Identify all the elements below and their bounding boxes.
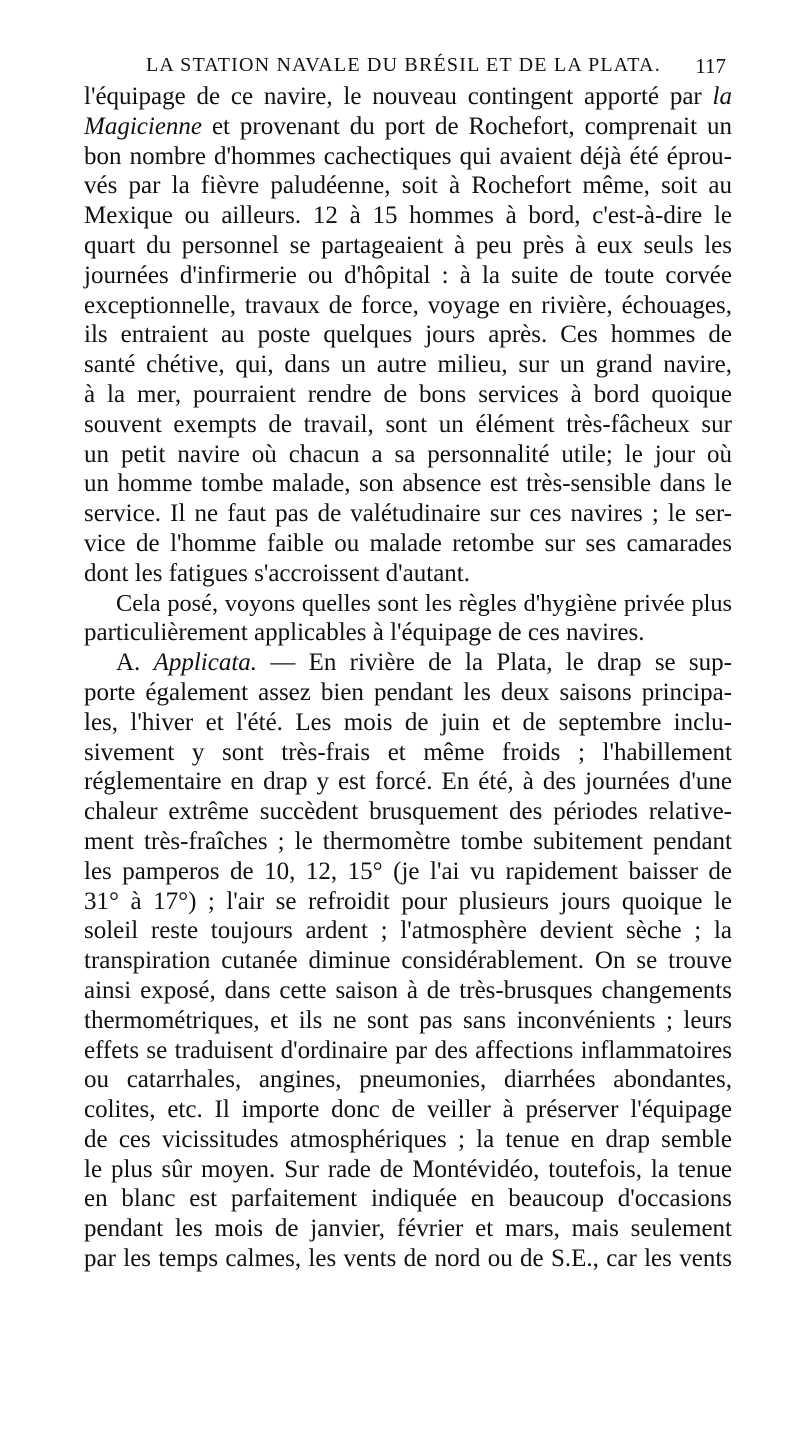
text-line (84, 767, 732, 797)
text-segment: un petit navire où chacun a sa personnalité utile; le jour où (84, 440, 732, 468)
text-line (84, 916, 732, 946)
text-segment: les pamperos de 10, 12, 15° (je l'ai vu rapidement baisser de (84, 857, 732, 885)
text-segment: vés par la fièvre paludéenne, soit à Rochefort même, soit au (84, 172, 732, 200)
text-segment: bon nombre d'hommes cachectiques qui avaient déjà été éprou- (84, 142, 732, 170)
text-segment: de ces vicissitudes atmosphériques ; la tenue en drap semble (84, 1125, 732, 1153)
text-line (84, 320, 732, 350)
text-line (84, 231, 732, 261)
text-segment: soleil reste toujours ardent ; l'atmosphère devient sèche ; la (84, 917, 732, 945)
text-line (84, 946, 732, 976)
text-segment: le plus sûr moyen. Sur rade de Montévidéo, toutefois, la tenue (84, 1155, 732, 1183)
text-segment: journées d'infirmerie ou d'hôpital : à la suite de toute corvée (84, 261, 732, 289)
text-line (84, 708, 732, 738)
text-segment: en blanc est parfaitement indiquée en beaucoup d'occasions (84, 1185, 732, 1213)
text-line (84, 857, 732, 887)
text-line (84, 350, 732, 380)
text-segment: 31° à 17°) ; l'air se refroidit pour plusieurs jours quoique le (84, 887, 732, 915)
text-line (84, 82, 732, 112)
text-segment: service. Il ne faut pas de valétudinaire sur ces navires ; le ser- (84, 500, 732, 528)
text-line (84, 976, 732, 1006)
text-line (84, 648, 732, 678)
text-segment: Mexique ou ailleurs. 12 à 15 hommes à bord, c'est-à-dire le (84, 202, 732, 230)
text-line (84, 469, 732, 499)
text-line (84, 1244, 732, 1274)
text-line (84, 440, 732, 470)
text-line (84, 171, 732, 201)
text-line (84, 1214, 732, 1244)
text-line (84, 678, 732, 708)
text-segment: ainsi exposé, dans cette saison à de très-brusques changements (84, 976, 732, 1004)
text-segment: porte également assez bien pendant les deux saisons principa- (84, 678, 732, 706)
page-number: 117 (695, 54, 726, 78)
body-text (84, 82, 732, 1274)
text-line (84, 1006, 732, 1036)
text-line (84, 618, 732, 648)
text-segment: particulièrement applicables à l'équipage de ces navires. (84, 619, 645, 647)
text-line (84, 1155, 732, 1185)
text-line (84, 1036, 732, 1066)
text-line (84, 410, 732, 440)
text-segment: l'équipage de ce navire, le nouveau contingent apporté par (84, 83, 713, 110)
text-segment: chaleur extrême succèdent brusquement des périodes relative- (84, 798, 732, 826)
text-line (84, 380, 732, 410)
text-segment: colites, etc. Il importe donc de veiller à préserver l'équipage (84, 1096, 732, 1124)
text-segment: à la mer, pourraient rendre de bons services à bord quoique (84, 380, 732, 408)
text-segment: vice de l'homme faible ou malade retombe sur ses camarades (84, 529, 732, 557)
text-line (84, 291, 732, 321)
text-line (84, 589, 732, 619)
text-segment: ou catarrhales, angines, pneumonies, diarrhées abondantes, (84, 1066, 732, 1094)
text-segment: thermométriques, et ils ne sont pas sans inconvénients ; leurs (84, 1006, 732, 1034)
text-line (84, 559, 732, 589)
text-segment: les, l'hiver et l'été. Les mois de juin et de septembre inclu- (84, 708, 732, 736)
text-segment: Magicienne (84, 112, 203, 140)
text-line (84, 499, 732, 529)
text-line (84, 261, 732, 291)
text-line (84, 142, 732, 172)
text-segment: santé chétive, qui, dans un autre milieu, sur un grand navire, (84, 351, 732, 379)
text-segment: dont les fatigues s'accroissent d'autant. (84, 559, 470, 587)
text-line (84, 112, 732, 142)
text-line (84, 738, 732, 768)
text-line (84, 797, 732, 827)
text-segment: A. (116, 649, 154, 677)
text-segment: exceptionnelle, travaux de force, voyage en rivière, échouages, (84, 291, 732, 319)
text-segment: ils entraient au poste quelques jours après. Ces hommes de (84, 321, 732, 349)
text-line (84, 1065, 732, 1095)
text-line (84, 827, 732, 857)
text-line (84, 1125, 732, 1155)
text-segment: Cela posé, voyons quelles sont les règles d'hygiène privée plus (116, 589, 732, 617)
text-segment: et provenant du port de Rochefort, comprenait un (202, 112, 732, 140)
text-segment: Applicata. (153, 649, 258, 677)
text-segment: par les temps calmes, les vents de nord ou de S.E., car les vents (84, 1245, 732, 1273)
running-title: LA STATION NAVALE DU BRÉSIL ET DE LA PLATA. (146, 54, 661, 76)
text-segment: réglementaire en drap y est forcé. En été, à des journées d'une (84, 768, 732, 796)
text-line (84, 887, 732, 917)
text-line (84, 1184, 732, 1214)
text-segment: un homme tombe malade, son absence est très-sensible dans le (84, 470, 732, 498)
text-segment: quart du personnel se partageaient à peu près à eux seuls les (84, 231, 732, 259)
text-segment: souvent exempts de travail, sont un élément très-fâcheux sur (84, 410, 732, 438)
text-line (84, 1095, 732, 1125)
text-segment: ment très-fraîches ; le thermomètre tombe subitement pendant (84, 827, 732, 855)
text-segment: transpiration cutanée diminue considérablement. On se trouve (84, 947, 732, 975)
text-segment: — En rivière de la Plata, le drap se sup- (257, 649, 732, 677)
page-header (84, 48, 732, 82)
text-segment: effets se traduisent d'ordinaire par des affections inflammatoires (84, 1036, 732, 1064)
text-segment: sivement y sont très-frais et même froids ; l'habillement (84, 738, 732, 766)
text-line (84, 529, 732, 559)
text-line (84, 201, 732, 231)
text-segment: pendant les mois de janvier, février et mars, mais seulement (84, 1215, 732, 1243)
text-segment: la (712, 83, 732, 110)
